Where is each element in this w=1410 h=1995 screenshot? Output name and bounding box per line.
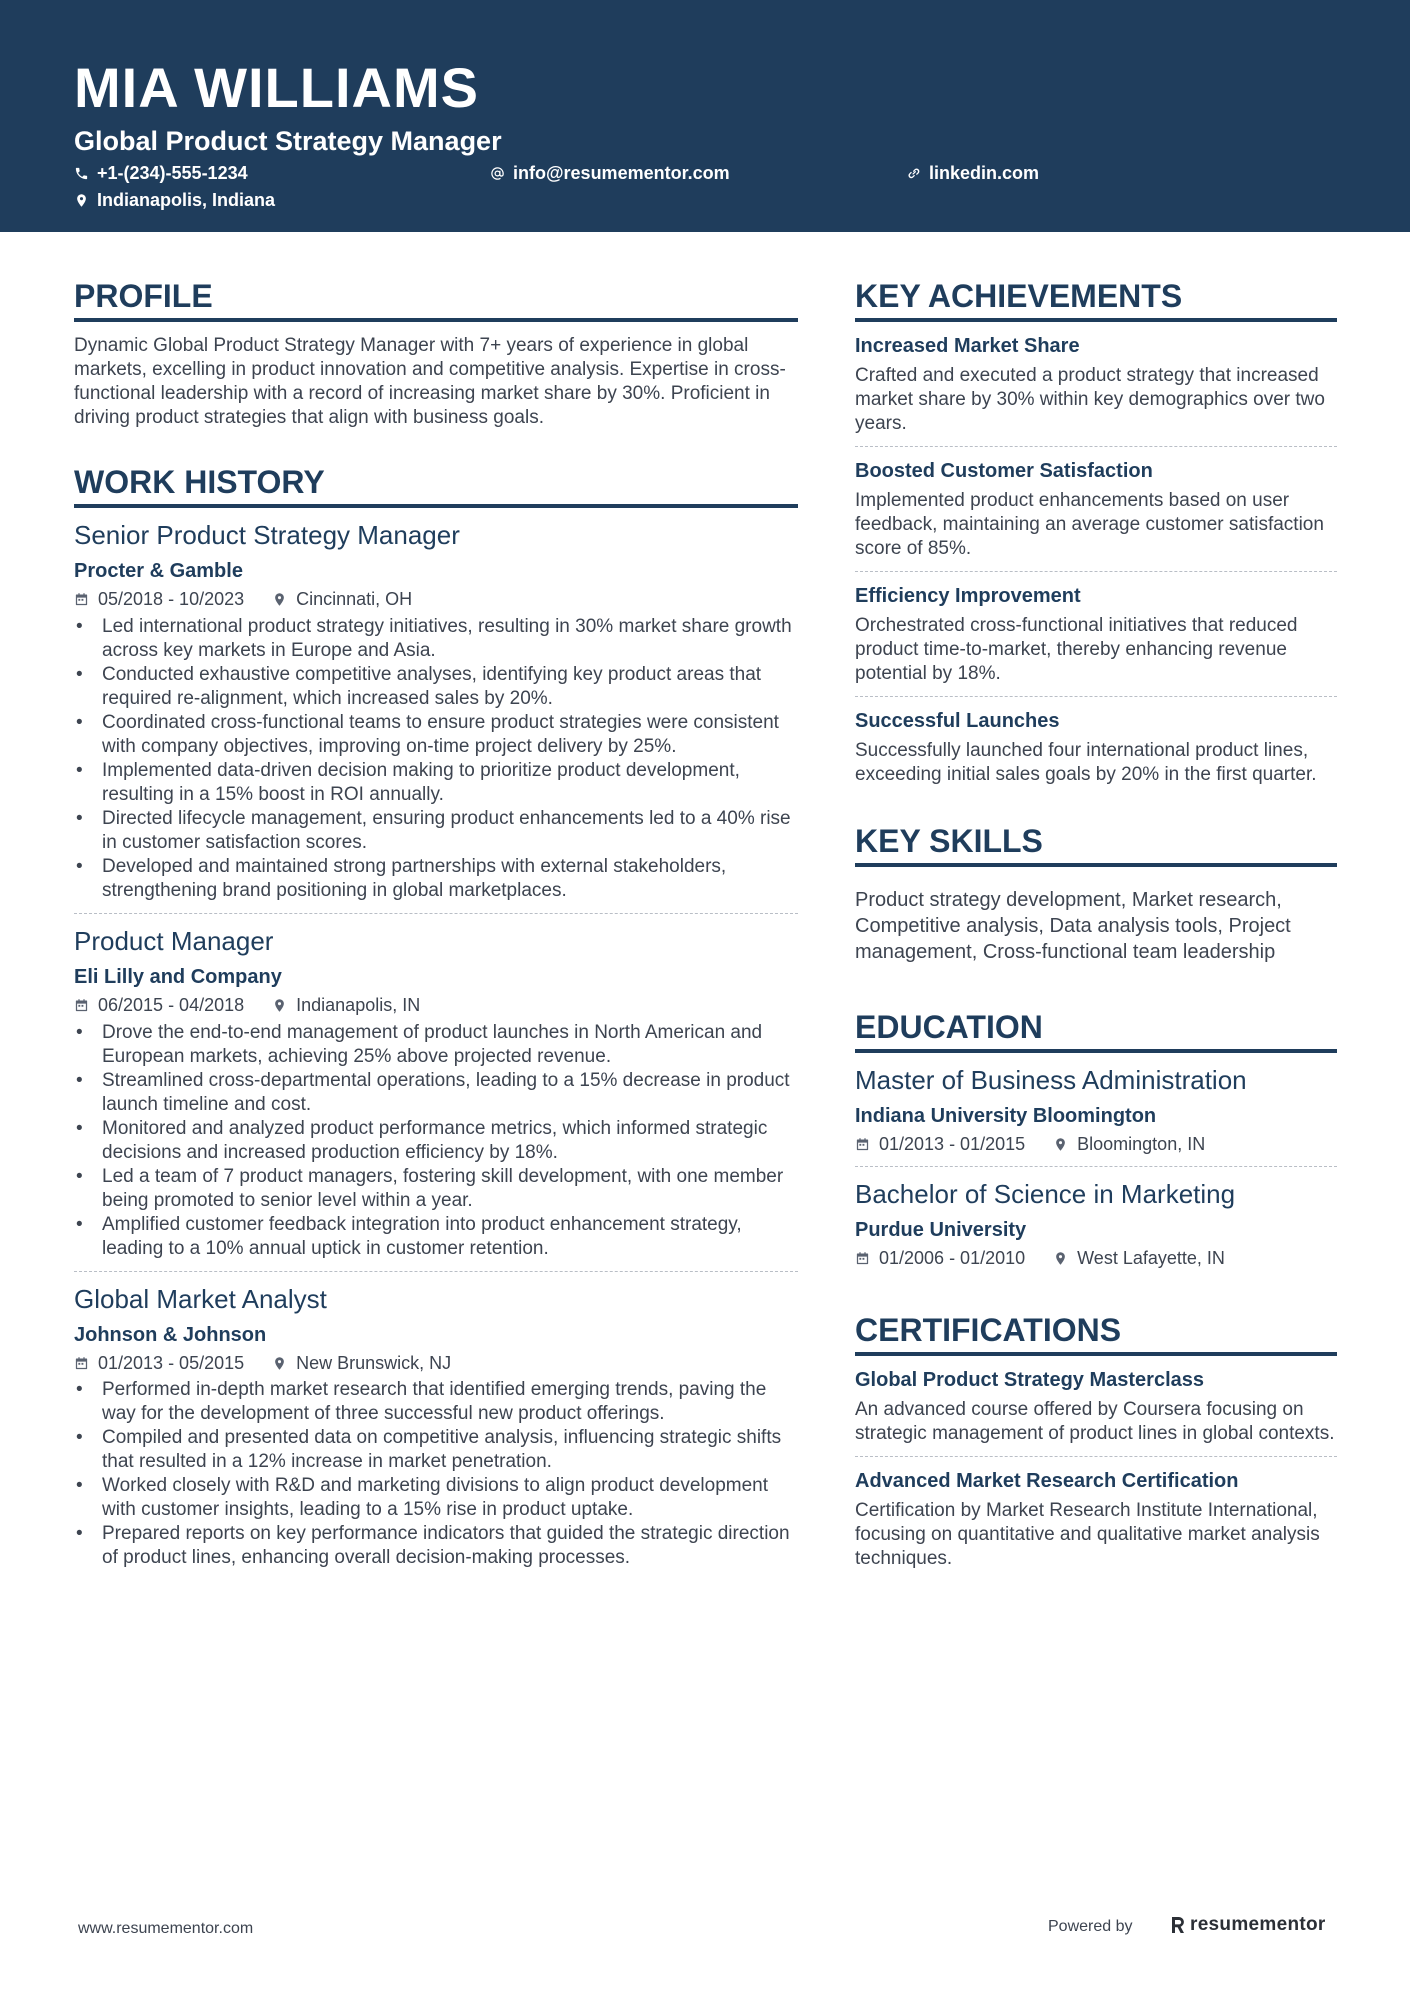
bullet-item: • Worked closely with R&D and marketing divisions to align product development with customer insights, leading to a 15% rise in product uptake. <box>74 1474 798 1522</box>
achievement-title: Increased Market Share <box>855 335 1080 357</box>
map-pin-icon <box>1053 1251 1068 1266</box>
bullet-item: • Implemented data-driven decision making to prioritize product development, resulting in a 15% boost in ROI annually. <box>74 759 798 807</box>
bullet-item: • Conducted exhaustive competitive analyses, identifying key product areas that required re-alignment, which increased sales by 20%. <box>74 663 798 711</box>
linkedin-text: linkedin.com <box>929 163 1040 183</box>
bullet-item: • Drove the end-to-end management of product launches in North American and European markets, achieving 25% above projected revenue. <box>74 1021 798 1069</box>
education-location: Bloomington, IN <box>1077 1134 1206 1155</box>
achievement-title: Boosted Customer Satisfaction <box>855 460 1153 482</box>
map-pin-icon <box>74 193 89 208</box>
achievement-title: Successful Launches <box>855 710 1060 732</box>
certification-item <box>855 1368 1337 1457</box>
bullet-item: • Coordinated cross-functional teams to ensure product strategies were consistent with company objectives, improving on-time project delivery by 25%. <box>74 711 798 759</box>
profile-section <box>74 280 798 430</box>
divider <box>74 1271 798 1272</box>
achievement-item <box>855 459 1337 572</box>
achievement-item <box>855 709 1337 787</box>
divider <box>855 696 1337 697</box>
bullet-item: • Compiled and presented data on competitive analysis, influencing strategic shifts that resulted in a 12% increase in market penetration. <box>74 1426 798 1474</box>
degree-title: Bachelor of Science in Marketing <box>855 1178 1236 1209</box>
certification-desc: Certification by Market Research Institute International, focusing on quantitative and qualitative market analysis techniques. <box>855 1499 1320 1569</box>
skills-section <box>855 825 1337 965</box>
map-pin-icon <box>272 998 287 1013</box>
footer-powered-by: Powered by <box>1048 1918 1133 1935</box>
bullet-item: • Performed in-depth market research that identified emerging trends, paving the way for the development of three successful new product offerings. <box>74 1378 798 1426</box>
achievement-item <box>855 584 1337 697</box>
brand-mark-icon <box>1170 1915 1186 1935</box>
achievement-desc: Implemented product enhancements based on user feedback, maintaining an average customer satisfaction score of 85%. <box>855 490 1324 559</box>
achievement-desc: Crafted and executed a product strategy that increased market share by 30% within key demographics over two years. <box>855 365 1325 434</box>
education-location: West Lafayette, IN <box>1077 1247 1225 1268</box>
degree-title: Master of Business Administration <box>855 1065 1247 1095</box>
job-location: Indianapolis, IN <box>296 994 421 1015</box>
achievement-item <box>855 334 1337 447</box>
job-title: Senior Product Strategy Manager <box>74 520 460 550</box>
company-name: Eli Lilly and Company <box>74 965 282 988</box>
job-title: Product Manager <box>74 925 274 956</box>
divider <box>855 1456 1337 1457</box>
map-pin-icon <box>1053 1137 1068 1152</box>
calendar-icon <box>855 1251 870 1266</box>
job-meta <box>74 1353 798 1375</box>
contact-phone <box>74 164 248 182</box>
certification-title: Global Product Strategy Masterclass <box>855 1368 1205 1391</box>
divider <box>74 913 798 914</box>
job-entry <box>74 926 798 1272</box>
education-item <box>855 1065 1337 1167</box>
school-name: Purdue University <box>855 1218 1027 1241</box>
job-dates: 01/2013 - 05/2015 <box>98 1352 245 1373</box>
contact-linkedin[interactable] <box>906 164 1039 182</box>
education-meta <box>855 1248 1337 1270</box>
location-text: Indianapolis, Indiana <box>97 190 276 210</box>
section-title-profile: PROFILE <box>74 280 798 322</box>
company-name: Johnson & Johnson <box>74 1323 267 1346</box>
email-text: info@resumementor.com <box>513 163 730 183</box>
section-title-certifications: CERTIFICATIONS <box>855 1314 1337 1356</box>
certification-item <box>855 1469 1337 1571</box>
map-pin-icon <box>272 592 287 607</box>
bullet-item: • Streamlined cross-departmental operations, leading to a 15% decrease in product launch timeline and cost. <box>74 1069 798 1117</box>
company-name: Procter & Gamble <box>74 560 243 583</box>
job-meta <box>74 995 798 1017</box>
phone-text: +1-(234)-555-1234 <box>97 163 248 183</box>
candidate-name: MIA WILLIAMS <box>74 56 479 119</box>
job-meta <box>74 589 798 611</box>
job-dates: 05/2018 - 10/2023 <box>98 589 245 610</box>
education-meta <box>855 1134 1337 1156</box>
achievements-section <box>855 280 1337 787</box>
education-dates: 01/2013 - 01/2015 <box>879 1134 1026 1155</box>
divider <box>855 446 1337 447</box>
section-title-skills: KEY SKILLS <box>855 825 1337 867</box>
work-history-section <box>74 466 798 1570</box>
certification-desc: An advanced course offered by Coursera focusing on strategic management of product lines in global contexts. <box>855 1398 1335 1444</box>
footer-website[interactable]: www.resumementor.com <box>78 1920 254 1937</box>
bullet-item: • Prepared reports on key performance indicators that guided the strategic direction of product lines, enhancing overall decision-making processes. <box>74 1522 798 1570</box>
school-name: Indiana University Bloomington <box>855 1105 1157 1128</box>
brand-name: resumementor <box>1190 1914 1326 1935</box>
job-location: Cincinnati, OH <box>296 589 413 610</box>
profile-text: Dynamic Global Product Strategy Manager with 7+ years of experience in global markets, excelling in product innovation and competitive analysis. Expertise in cross-functional leadership with a record of increasing market share by 30%. Proficient in driving product strategies that align with business goals. <box>74 335 786 428</box>
job-bullets <box>74 1378 798 1570</box>
job-dates: 06/2015 - 04/2018 <box>98 994 245 1015</box>
resume-header <box>0 0 1410 232</box>
contact-email[interactable] <box>490 164 730 182</box>
bullet-item: • Monitored and analyzed product performance metrics, which informed strategic decisions and increased production efficiency by 18%. <box>74 1117 798 1165</box>
education-section <box>855 1011 1337 1270</box>
section-title-achievements: KEY ACHIEVEMENTS <box>855 280 1337 322</box>
skills-text: Product strategy development, Market research, Competitive analysis, Data analysis tools, Project management, Cross-functional team leadership <box>855 889 1291 963</box>
bullet-item: • Led a team of 7 product managers, fostering skill development, with one member being promoted to senior level within a year. <box>74 1165 798 1213</box>
education-item <box>855 1179 1337 1270</box>
bullet-item: • Directed lifecycle management, ensuring product enhancements led to a 40% rise in customer satisfaction scores. <box>74 807 798 855</box>
bullet-item: • Amplified customer feedback integration into product enhancement strategy, leading to a 10% annual uptick in customer retention. <box>74 1213 798 1261</box>
job-title: Global Market Analyst <box>74 1283 327 1314</box>
bullet-item: • Developed and maintained strong partnerships with external stakeholders, strengthening brand positioning in global marketplaces. <box>74 855 798 903</box>
job-entry <box>74 520 798 914</box>
certifications-section <box>855 1311 1337 1571</box>
achievement-desc: Successfully launched four international product lines, exceeding initial sales goals by 20% in the first quarter. <box>855 740 1317 785</box>
education-dates: 01/2006 - 01/2010 <box>879 1247 1026 1268</box>
candidate-title: Global Product Strategy Manager <box>74 126 502 156</box>
section-title-education: EDUCATION <box>855 1011 1337 1053</box>
contact-location <box>74 191 275 209</box>
link-icon <box>906 166 921 181</box>
map-pin-icon <box>272 1356 287 1371</box>
left-column <box>74 280 798 1570</box>
job-location: New Brunswick, NJ <box>296 1352 452 1373</box>
divider <box>855 1166 1337 1167</box>
calendar-icon <box>74 998 89 1013</box>
calendar-icon <box>74 1356 89 1371</box>
achievement-desc: Orchestrated cross-functional initiatives that reduced product time-to-market, thereby enhancing revenue potential by 18%. <box>855 615 1298 684</box>
at-sign-icon <box>490 166 505 181</box>
calendar-icon <box>855 1137 870 1152</box>
section-title-work-history: WORK HISTORY <box>74 466 798 508</box>
calendar-icon <box>74 592 89 607</box>
job-bullets <box>74 615 798 903</box>
phone-icon <box>74 166 89 181</box>
divider <box>855 571 1337 572</box>
right-column <box>855 280 1337 1571</box>
bullet-item: • Led international product strategy initiatives, resulting in 30% market share growth across key markets in Europe and Asia. <box>74 615 798 663</box>
job-bullets <box>74 1021 798 1261</box>
job-entry <box>74 1284 798 1571</box>
certification-title: Advanced Market Research Certification <box>855 1469 1239 1492</box>
achievement-title: Efficiency Improvement <box>855 585 1081 607</box>
footer-brand-logo[interactable] <box>1170 1914 1326 1936</box>
